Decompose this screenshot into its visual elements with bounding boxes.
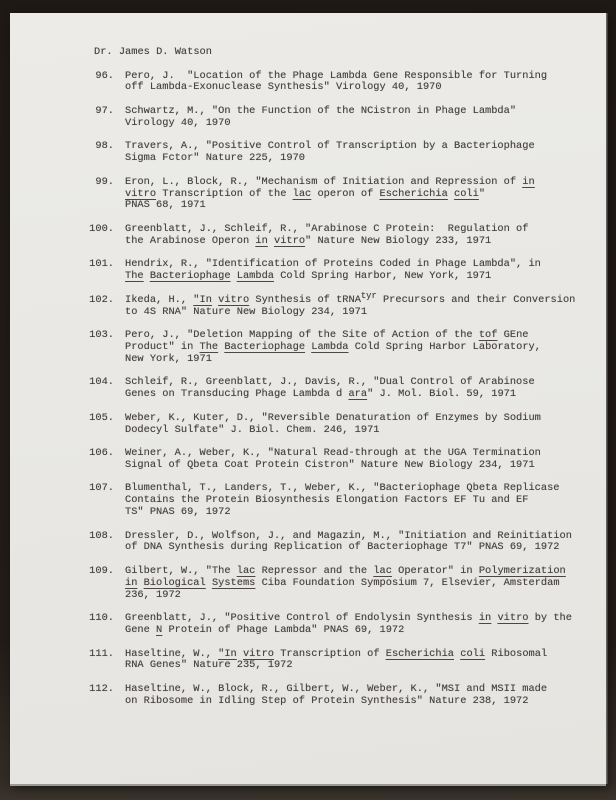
underlined-text: The [199,340,219,353]
underlined-text: Lambda [236,270,275,283]
underlined-text: in [255,234,268,247]
reference-list [89,71,606,708]
page-content [10,13,606,708]
text-segment: Protein of Phage Lambda" PNAS 69, 1972 [162,624,405,637]
underlined-text: lac [292,187,312,200]
underlined-text: "In [218,647,237,660]
reference-item [89,377,606,401]
underlined-text: in [125,576,138,589]
text-segment: Ikeda, H., [125,293,194,306]
reference-item [89,483,606,518]
text-segment: Eron, L., Block, R., "Mechanism of Initiation and Repression of [125,175,523,188]
text-segment: Gilbert, W., "The [125,565,237,578]
reference-number: 100. [89,222,114,235]
underlined-text: N [156,624,163,637]
text-segment: Pero, J., "Deletion Mapping of the Site of Action of the [125,329,479,342]
reference-text [125,483,560,518]
underlined-text: in [522,175,535,188]
text-segment: Cold Spring Harbor, New York, 1971 [274,270,492,283]
document-page [10,13,606,784]
underlined-text: tof [478,329,498,342]
reference-text [125,330,541,365]
reference-item [89,259,606,283]
reference-number: 104. [89,376,114,389]
reference-number: 108. [89,529,114,542]
text-segment: the Arabinose Operon [125,234,256,247]
text-segment: Ribosomal [485,647,548,660]
reference-item [89,330,606,365]
text-segment: Dressler, D., Wolfson, J., and Magazin, M., "Initiation and Reinitiation [125,529,572,542]
text-segment: Gene [125,624,157,637]
reference-number: 97. [89,104,114,117]
text-segment: Operator" in [391,565,479,578]
reference-text [125,613,572,637]
reference-item [89,613,606,637]
underlined-text: in [478,612,492,625]
reference-item [89,177,606,212]
text-segment: GEne [497,329,529,342]
text-segment: Precursors and their Conversion [376,293,576,306]
text-segment: Weiner, A., Weber, K., "Natural Read-through at the UGA Termination [125,447,541,460]
reference-number: 110. [89,612,114,625]
reference-item [89,448,606,472]
underlined-text: Bacteriophage [224,340,306,353]
reference-number: 96. [89,69,114,82]
text-segment: Transcription of the [156,187,293,200]
text-segment: Genes on Transducing Phage Lambda d [125,388,349,401]
underlined-text: lac [373,565,392,578]
text-segment: " Nature New Biology 233, 1971 [305,234,492,247]
text-segment: Haseltine, W., [125,647,219,660]
text-segment: off Lambda-Exonuclease Synthesis" Virology 40, 1970 [125,81,442,94]
underlined-text: Systems [211,576,256,589]
reference-number: 98. [89,140,114,153]
text-segment: Cold Spring Harbor Laboratory, [348,340,541,353]
text-segment: " [478,187,486,200]
text-segment: Pero, J. "Location of the Phage Lambda Gene Responsible for Turning [125,69,548,82]
text-segment: 236, 1972 [125,588,181,601]
reference-item [89,531,606,555]
reference-number: 99. [89,175,114,188]
reference-item [89,141,606,165]
text-segment: Contains the Protein Biosynthesis Elongation Factors EF Tu and EF [125,494,529,507]
text-segment: to 4S RNA" Nature New Biology 234, 1971 [125,305,368,318]
reference-number: 107. [89,482,114,495]
text-segment: Greenblatt, J., Schleif, R., "Arabinose C Protein: Regulation of [125,222,529,235]
underlined-text: vitro [274,234,306,247]
underlined-text: vitro [125,187,157,200]
reference-number: 103. [89,329,114,342]
reference-item [89,290,606,319]
text-segment: Ciba Foundation Symposium 7, Elsevier, Amsterdam [255,576,560,589]
text-segment: Product" in [125,340,200,353]
underlined-text: coli [454,187,479,200]
page-header: Dr. James D. Watson [94,46,212,58]
text-segment: of DNA Synthesis during Replication of Bacteriophage T7" PNAS 69, 1972 [125,541,560,554]
reference-item [89,684,606,708]
underlined-text: lac [236,565,256,578]
underlined-text: The [125,270,144,283]
reference-text [125,377,535,401]
reference-text [125,259,541,283]
underlined-text: Bacteriophage [149,270,231,283]
text-segment: Dodecyl Sulfate" J. Biol. Chem. 246, 1971 [125,423,380,436]
text-segment: Weber, K., Kuter, D., "Reversible Denaturation of Enzymes by Sodium [125,411,541,424]
underlined-text: vitro [242,647,274,660]
reference-text [125,224,528,248]
text-segment: Blumenthal, T., Landers, T., Weber, K., "Bacteriophage Qbeta Replicase [125,482,560,495]
underlined-text: vitro [497,612,529,625]
text-segment: on Ribosome in Idling Step of Protein Synthesis" Nature 238, 1972 [125,694,529,707]
text-segment: operon of [311,187,380,200]
reference-number: 111. [89,647,114,660]
reference-text [125,413,541,437]
superscript-text: tyr [360,290,377,301]
reference-number: 101. [89,258,114,271]
text-segment: Schwartz, M., "On the Function of the NCistron in Phage Lambda" [125,104,517,117]
reference-text [125,106,516,130]
reference-text [125,684,547,708]
underlined-text: Polymerization [478,565,566,578]
text-segment: " J. Mol. Biol. 59, 1971 [367,388,517,401]
text-segment: Sigma Fctor" Nature 225, 1970 [125,152,306,165]
text-segment: Hendrix, R., "Identification of Proteins Coded in Phage Lambda", in [125,258,541,271]
underlined-text: ara [348,388,368,401]
reference-text [125,649,547,673]
reference-text [125,177,535,212]
reference-number: 102. [89,293,114,306]
reference-item [89,649,606,673]
reference-number: 106. [89,447,114,460]
reference-item [89,224,606,248]
text-segment: PNAS 68, 1971 [125,199,206,212]
reference-text [125,71,547,95]
text-segment: Synthesis of tRNA [249,293,361,306]
reference-item [89,413,606,437]
text-segment: TS" PNAS 69, 1972 [125,506,231,519]
text-segment: Transcription of [274,647,386,660]
reference-text [125,448,541,472]
underlined-text: Escherichia [379,187,448,200]
reference-number: 105. [89,411,114,424]
reference-number: 112. [89,683,114,696]
underlined-text: vitro [218,293,250,306]
underlined-text: coli [460,647,486,660]
reference-item [89,566,606,601]
text-segment: Haseltine, W., Block, R., Gilbert, W., Weber, K., "MSI and MSII made [125,683,548,696]
text-segment: Schleif, R., Greenblatt, J., Davis, R., "Dual Control of Arabinose [125,376,535,389]
reference-text [125,531,572,555]
reference-text [125,566,566,601]
text-segment: Signal of Qbeta Coat Protein Cistron" Nature New Biology 234, 1971 [125,458,535,471]
reference-number: 109. [89,565,114,578]
text-segment: Travers, A., "Positive Control of Transcription by a Bacteriophage [125,140,535,153]
underlined-text: Escherichia [385,647,455,660]
reference-item [89,106,606,130]
text-segment: Greenblatt, J., "Positive Control of Endolysin Synthesis [125,612,479,625]
underlined-text: "In [193,293,212,306]
reference-text [125,141,535,165]
text-segment: by the [528,612,572,625]
text-segment: Virology 40, 1970 [125,116,231,129]
reference-item [89,71,606,95]
underlined-text: Lambda [311,340,349,353]
text-segment: Repressor and the [255,565,374,578]
reference-text [125,290,576,319]
underlined-text: Biological [143,576,206,589]
text-segment: RNA Genes" Nature 235, 1972 [125,659,293,672]
text-segment: New York, 1971 [125,352,212,365]
